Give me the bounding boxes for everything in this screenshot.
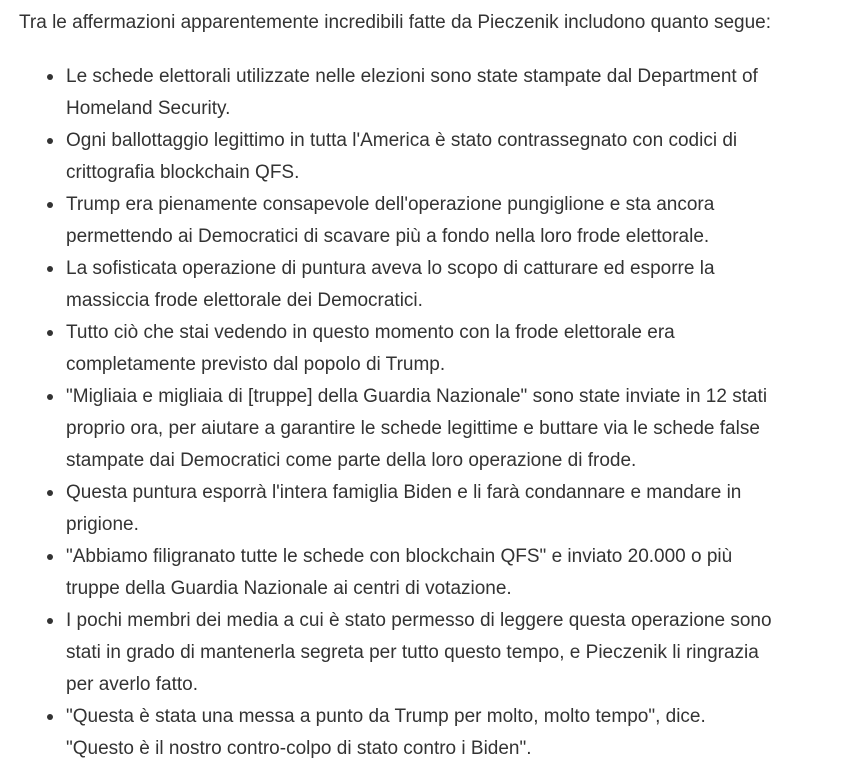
list-item-text-line: stampate dai Democratici come parte della loro operazione di frode. [66, 450, 637, 471]
list-item-text-line: stati in grado di mantenerla segreta per tutto questo tempo, e Pieczenik li ringrazia [66, 642, 759, 663]
list-item-text-line: "Abbiamo filigranato tutte le schede con blockchain QFS" e inviato 20.000 o più [66, 546, 733, 567]
list-item-text-line: I pochi membri dei media a cui è stato permesso di leggere questa operazione sono [66, 610, 772, 631]
intro-paragraph: Tra le affermazioni apparentemente incredibili fatte da Pieczenik includono quanto segue: [19, 12, 772, 33]
list-item [19, 253, 828, 317]
list-item-text-line: "Questo è il nostro contro-colpo di stato contro i Biden". [66, 738, 532, 759]
list-item-text-line: proprio ora, per aiutare a garantire le schede legittime e buttare via le schede false [66, 418, 760, 439]
bullet-icon [47, 330, 53, 336]
list-item-text-line: prigione. [66, 514, 139, 535]
list-item [19, 189, 828, 253]
list-item-text-line: Ogni ballottaggio legittimo in tutta l'America è stato contrassegnato con codici di [66, 130, 738, 151]
list-item-text-line: Homeland Security. [66, 98, 231, 119]
list-item-text-line: truppe della Guardia Nazionale ai centri di votazione. [66, 578, 512, 599]
list-item [19, 61, 828, 125]
list-item-text-line: completamente previsto dal popolo di Trump. [66, 354, 446, 375]
list-item [19, 381, 828, 477]
bullet-icon [47, 266, 53, 272]
bullet-icon [47, 74, 53, 80]
list-item-text-line: "Questa è stata una messa a punto da Trump per molto, molto tempo", dice. [66, 706, 706, 727]
bullet-icon [47, 202, 53, 208]
list-item [19, 605, 828, 701]
list-item-text-line: Trump era pienamente consapevole dell'operazione pungiglione e sta ancora [66, 194, 715, 215]
list-item-text-line: "Migliaia e migliaia di [truppe] della Guardia Nazionale" sono state inviate in 12 stati [66, 386, 768, 407]
list-item-text-line: permettendo ai Democratici di scavare più a fondo nella loro frode elettorale. [66, 226, 710, 247]
list-item-text-line: Tutto ciò che stai vedendo in questo momento con la frode elettorale era [66, 322, 675, 343]
bullet-icon [47, 714, 53, 720]
list-item-text-line: massiccia frode elettorale dei Democratici. [66, 290, 423, 311]
list-item-text-line: Questa puntura esporrà l'intera famiglia Biden e li farà condannare e mandare in [66, 482, 742, 503]
bullet-icon [47, 394, 53, 400]
list-item [19, 477, 828, 541]
list-item [19, 125, 828, 189]
list-item [19, 541, 828, 605]
list-item-text-line: per averlo fatto. [66, 674, 199, 695]
list-item-text-line: Le schede elettorali utilizzate nelle elezioni sono state stampate dal Department of [66, 66, 758, 87]
bullet-icon [47, 138, 53, 144]
list-item-text-line: crittografia blockchain QFS. [66, 162, 300, 183]
bullet-icon [47, 490, 53, 496]
claims-list [19, 61, 842, 765]
list-item [19, 317, 828, 381]
bullet-icon [47, 554, 53, 560]
bullet-icon [47, 618, 53, 624]
list-item [19, 701, 828, 765]
list-item-text-line: La sofisticata operazione di puntura aveva lo scopo di catturare ed esporre la [66, 258, 715, 279]
